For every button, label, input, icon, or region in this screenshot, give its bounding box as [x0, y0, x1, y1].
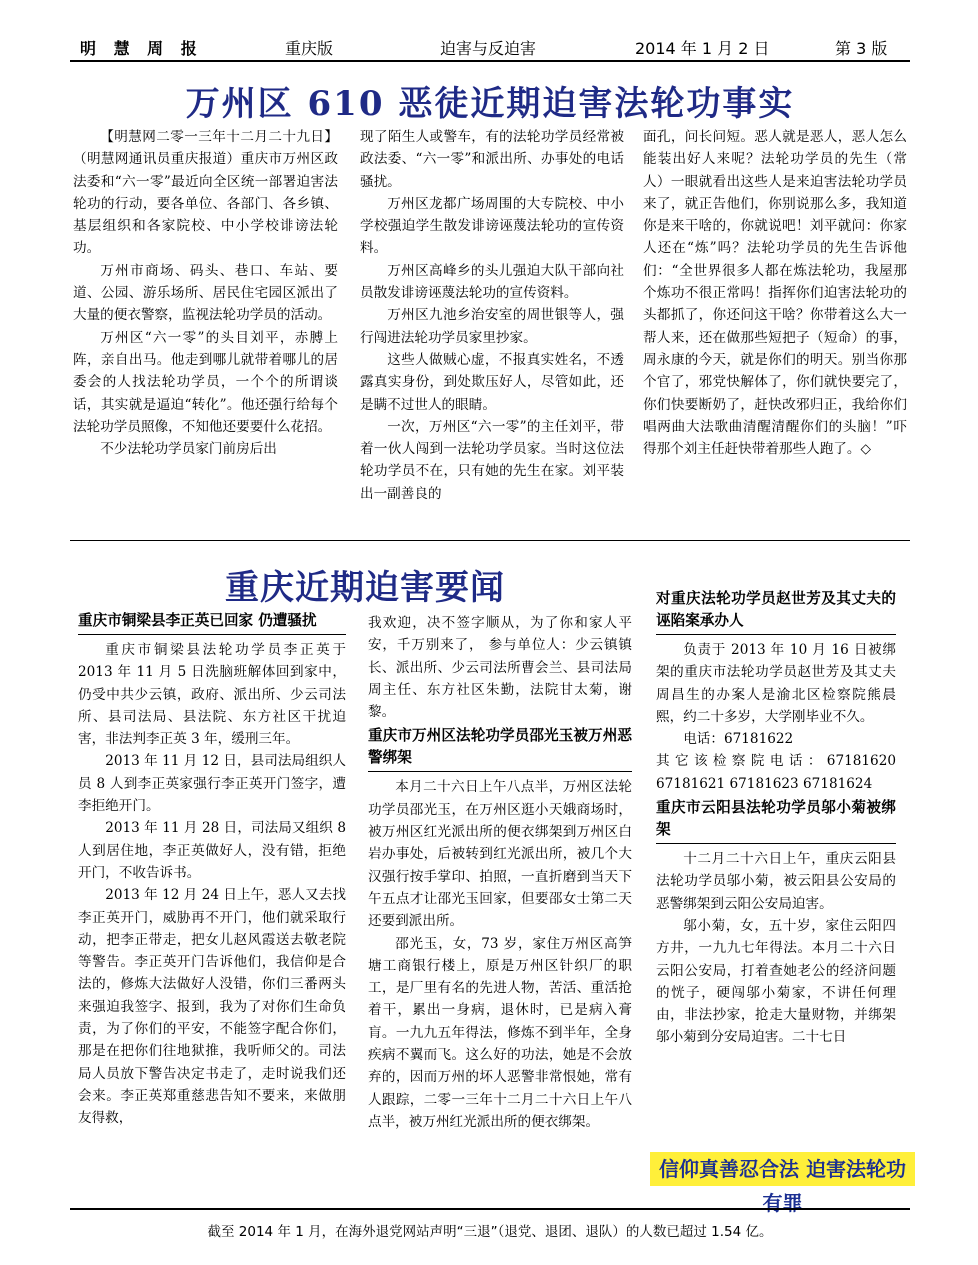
- slogan-banner: 信仰真善忍合法 迫害法轮功有罪: [650, 1152, 915, 1186]
- paper-name: 明 慧 周 报: [80, 39, 203, 58]
- paragraph: 我欢迎，决不签字顺从，为了你和家人平安，千万别来了， 参与单位人：少云镇镇长、派出所、少云司法所曹会兰、县司法局周主任、东方社区朱勤，法院甘太菊，谢黎。: [368, 615, 632, 721]
- main-article-col2: [360, 126, 624, 505]
- news-item3-title: 对重庆法轮功学员赵世芳及其丈夫的诬陷案承办人: [656, 588, 896, 635]
- section-divider: [70, 540, 910, 541]
- news-col3: [656, 588, 896, 1049]
- main-article-title: 万州区 610 恶徒近期迫害法轮功事实: [185, 84, 795, 124]
- paragraph: 其它该检察院电话：67181620 67181621 67181623 67181624: [656, 753, 896, 792]
- issue-date: 2014 年 1 月 2 日: [635, 39, 770, 58]
- paragraph: 面孔，问长问短。恶人就是恶人，恶人怎么能装出好人来呢？法轮功学员的先生（常人）一眼就看出这些人是来迫害法轮功学员来了，就正告他们，你别说那么多，我知道你是来干啥的，你就说吧！刘平就问：你家人还在“炼”吗？法轮功学员的先生告诉他们：“全世界很多人都在炼法轮功，我屋那个炼功不很正常吗！指挥你们迫害法轮功的头都抓了，你还问这干啥？你带着这么大一帮人来，还在做那些短把子（短命）的事，周永康的今天，就是你们的明天。别当你那个官了，邪党快解体了，你们就快要完了，你们快要断奶了，赶快改邪归正，我给你们唱两曲大法歌曲清醒清醒你们的头脑！”吓得那个刘主任赶快带着那些人跑了。◇: [643, 129, 907, 458]
- edition: 重庆版: [285, 39, 334, 58]
- paragraph: 【明慧网二零一三年十二月二十九日】（明慧网通讯员重庆报道）重庆市万州区政法委和“六一零”最近向全区统一部署迫害法轮功的行动，要各单位、各部门、各乡镇、基层组织和各家院校、中小学校诽谤法轮功。: [73, 129, 338, 257]
- paragraph: 邵光玉，女，73 岁，家住万州区高笋塘工商银行楼上，原是万州区针织厂的职工，是厂里有名的先进人物，苦活、重活抢着干，累出一身病，退休时，已是病入膏肓。一九九五年得法，修炼不到半年，全身疾病不翼而飞。这么好的功法，她是不会放弃的，因而万州的坏人恶警非常恨她，常有人跟踪，二零一三年十二月二十六日上午八点半，被万州红光派出所的便衣绑架。: [368, 935, 632, 1130]
- paragraph: 万州市商场、码头、巷口、车站、要道、公园、游乐场所、居民住宅园区派出了大量的便衣警察，监视法轮功学员的活动。: [73, 262, 338, 324]
- paragraph: 本月二十六日上午八点半，万州区法轮功学员邵光玉，在万州区逛小天娥商场时，被万州区红光派出所的便衣绑架到万州区白岩办事处，后被转到红光派出所，被几个大汉强行按手掌印、拍照，一直折磨到当天下午五点才让邵光玉回家，但要邵女士第二天还要到派出所。: [368, 779, 632, 930]
- paragraph: 2013 年 11 月 12 日，县司法局组织人员 8 人到李正英家强行李正英开门签字，遭李拒绝开门。: [78, 753, 346, 815]
- news-col2: [368, 612, 632, 1133]
- main-article-col3: [643, 126, 907, 460]
- news-col1: [78, 610, 346, 1130]
- paragraph: 2013 年 11 月 28 日，司法局又组织 8 人到居住地，李正英做好人，没有错，拒绝开门，不收告诉书。: [78, 820, 346, 881]
- paragraph: 一次，万州区“六一零”的主任刘平，带着一伙人闯到一法轮功学员家。当时这位法轮功学员不在，只有她的先生在家。刘平装出一副善良的: [360, 418, 624, 502]
- paragraph: 万州区“六一零”的头目刘平，赤膊上阵，亲自出马。他走到哪儿就带着哪儿的居委会的人找法轮功学员，一个个的所谓谈话，其实就是逼迫“转化”。他还强行给每个法轮功学员照像，不知他还要要什么花招。: [73, 329, 338, 435]
- main-article-col1: [73, 126, 338, 460]
- paragraph: 万州区九池乡治安室的周世银等人，强行闯进法轮功学员家里抄家。: [360, 307, 624, 346]
- paragraph: 现了陌生人或警车，有的法轮功学员经常被政法委、“六一零”和派出所、办事处的电话骚扰。: [360, 129, 624, 190]
- paragraph: 万州区高峰乡的头儿强迫大队干部向社员散发诽谤诬蔑法轮功的宣传资料。: [360, 262, 624, 302]
- news-section-title: 重庆近期迫害要闻: [225, 568, 505, 608]
- paragraph: 不少法轮功学员家门前房后出: [100, 441, 277, 458]
- paragraph: 2013 年 12 月 24 日上午，恶人又去找李正英开门，威胁再不开门，他们就采取行动，把李正带走，把女儿赵风霞送去敬老院等警告。李正英开门告诉他们，我信仰是合法的，修炼大法做好人没错，你们三番两头来强迫我签字、报到，我为了对你们生命负责，为了你们的平安，不能签字配合你们，那是在把你们往地狱推，我听师父的。司法局人员放下警告决定书走了，走时说我们还会来。李正英郑重慈悲告知不要来，来做朋友得救，: [78, 887, 346, 1127]
- paragraph: 邬小菊，女，五十岁，家住云阳四方井，一九九七年得法。本月二十六日云阳公安局，打着查她老公的经济问题的恍子，硬闯邬小菊家，不讲任何理由，非法抄家，抢走大量财物，并绑架邬小菊到分安局迫害。二十七日: [656, 917, 896, 1046]
- paragraph: 电话：67181622: [683, 731, 794, 748]
- news-item2-title: 重庆市万州区法轮功学员邵光玉被万州恶警绑架: [368, 725, 632, 772]
- paragraph: 这些人做贼心虚，不报真实姓名，不透露真实身份，到处欺压好人，尽管如此，还是瞒不过世人的眼睛。: [360, 351, 624, 413]
- page-number: 第 3 版: [835, 39, 888, 58]
- paragraph: 十二月二十六日上午，重庆云阳县法轮功学员邬小菊，被云阳县公安局的恶警绑架到云阳公安局迫害。: [656, 851, 896, 912]
- page-footer: 截至 2014 年 1 月，在海外退党网站声明“三退”（退党、退团、退队）的人数已超过 1.54 亿。: [70, 1208, 910, 1240]
- news-item1-title: 重庆市铜梁县李正英已回家 仍遭骚扰: [78, 610, 346, 635]
- section-name: 迫害与反迫害: [440, 39, 537, 58]
- news-item4-title: 重庆市云阳县法轮功学员邬小菊被绑架: [656, 797, 896, 844]
- paragraph: 万州区龙都广场周围的大专院校、中小学校强迫学生散发诽谤诬蔑法轮功的宣传资料。: [360, 195, 624, 257]
- paragraph: 负责于 2013 年 10 月 16 日被绑架的重庆市法轮功学员赵世芳及其丈夫周昌生的办案人是渝北区检察院熊晨熙，约二十多岁，大学刚毕业不久。: [656, 642, 896, 725]
- page-header: [70, 34, 910, 62]
- paragraph: 重庆市铜梁县法轮功学员李正英于 2013 年 11 月 5 日洗脑班解体回到家中，仍受中共少云镇，政府、派出所、少云司法所、县司法局、县法院、东方社区干扰迫害，非法判李正英 3 年，缓刑三年。: [78, 642, 346, 748]
